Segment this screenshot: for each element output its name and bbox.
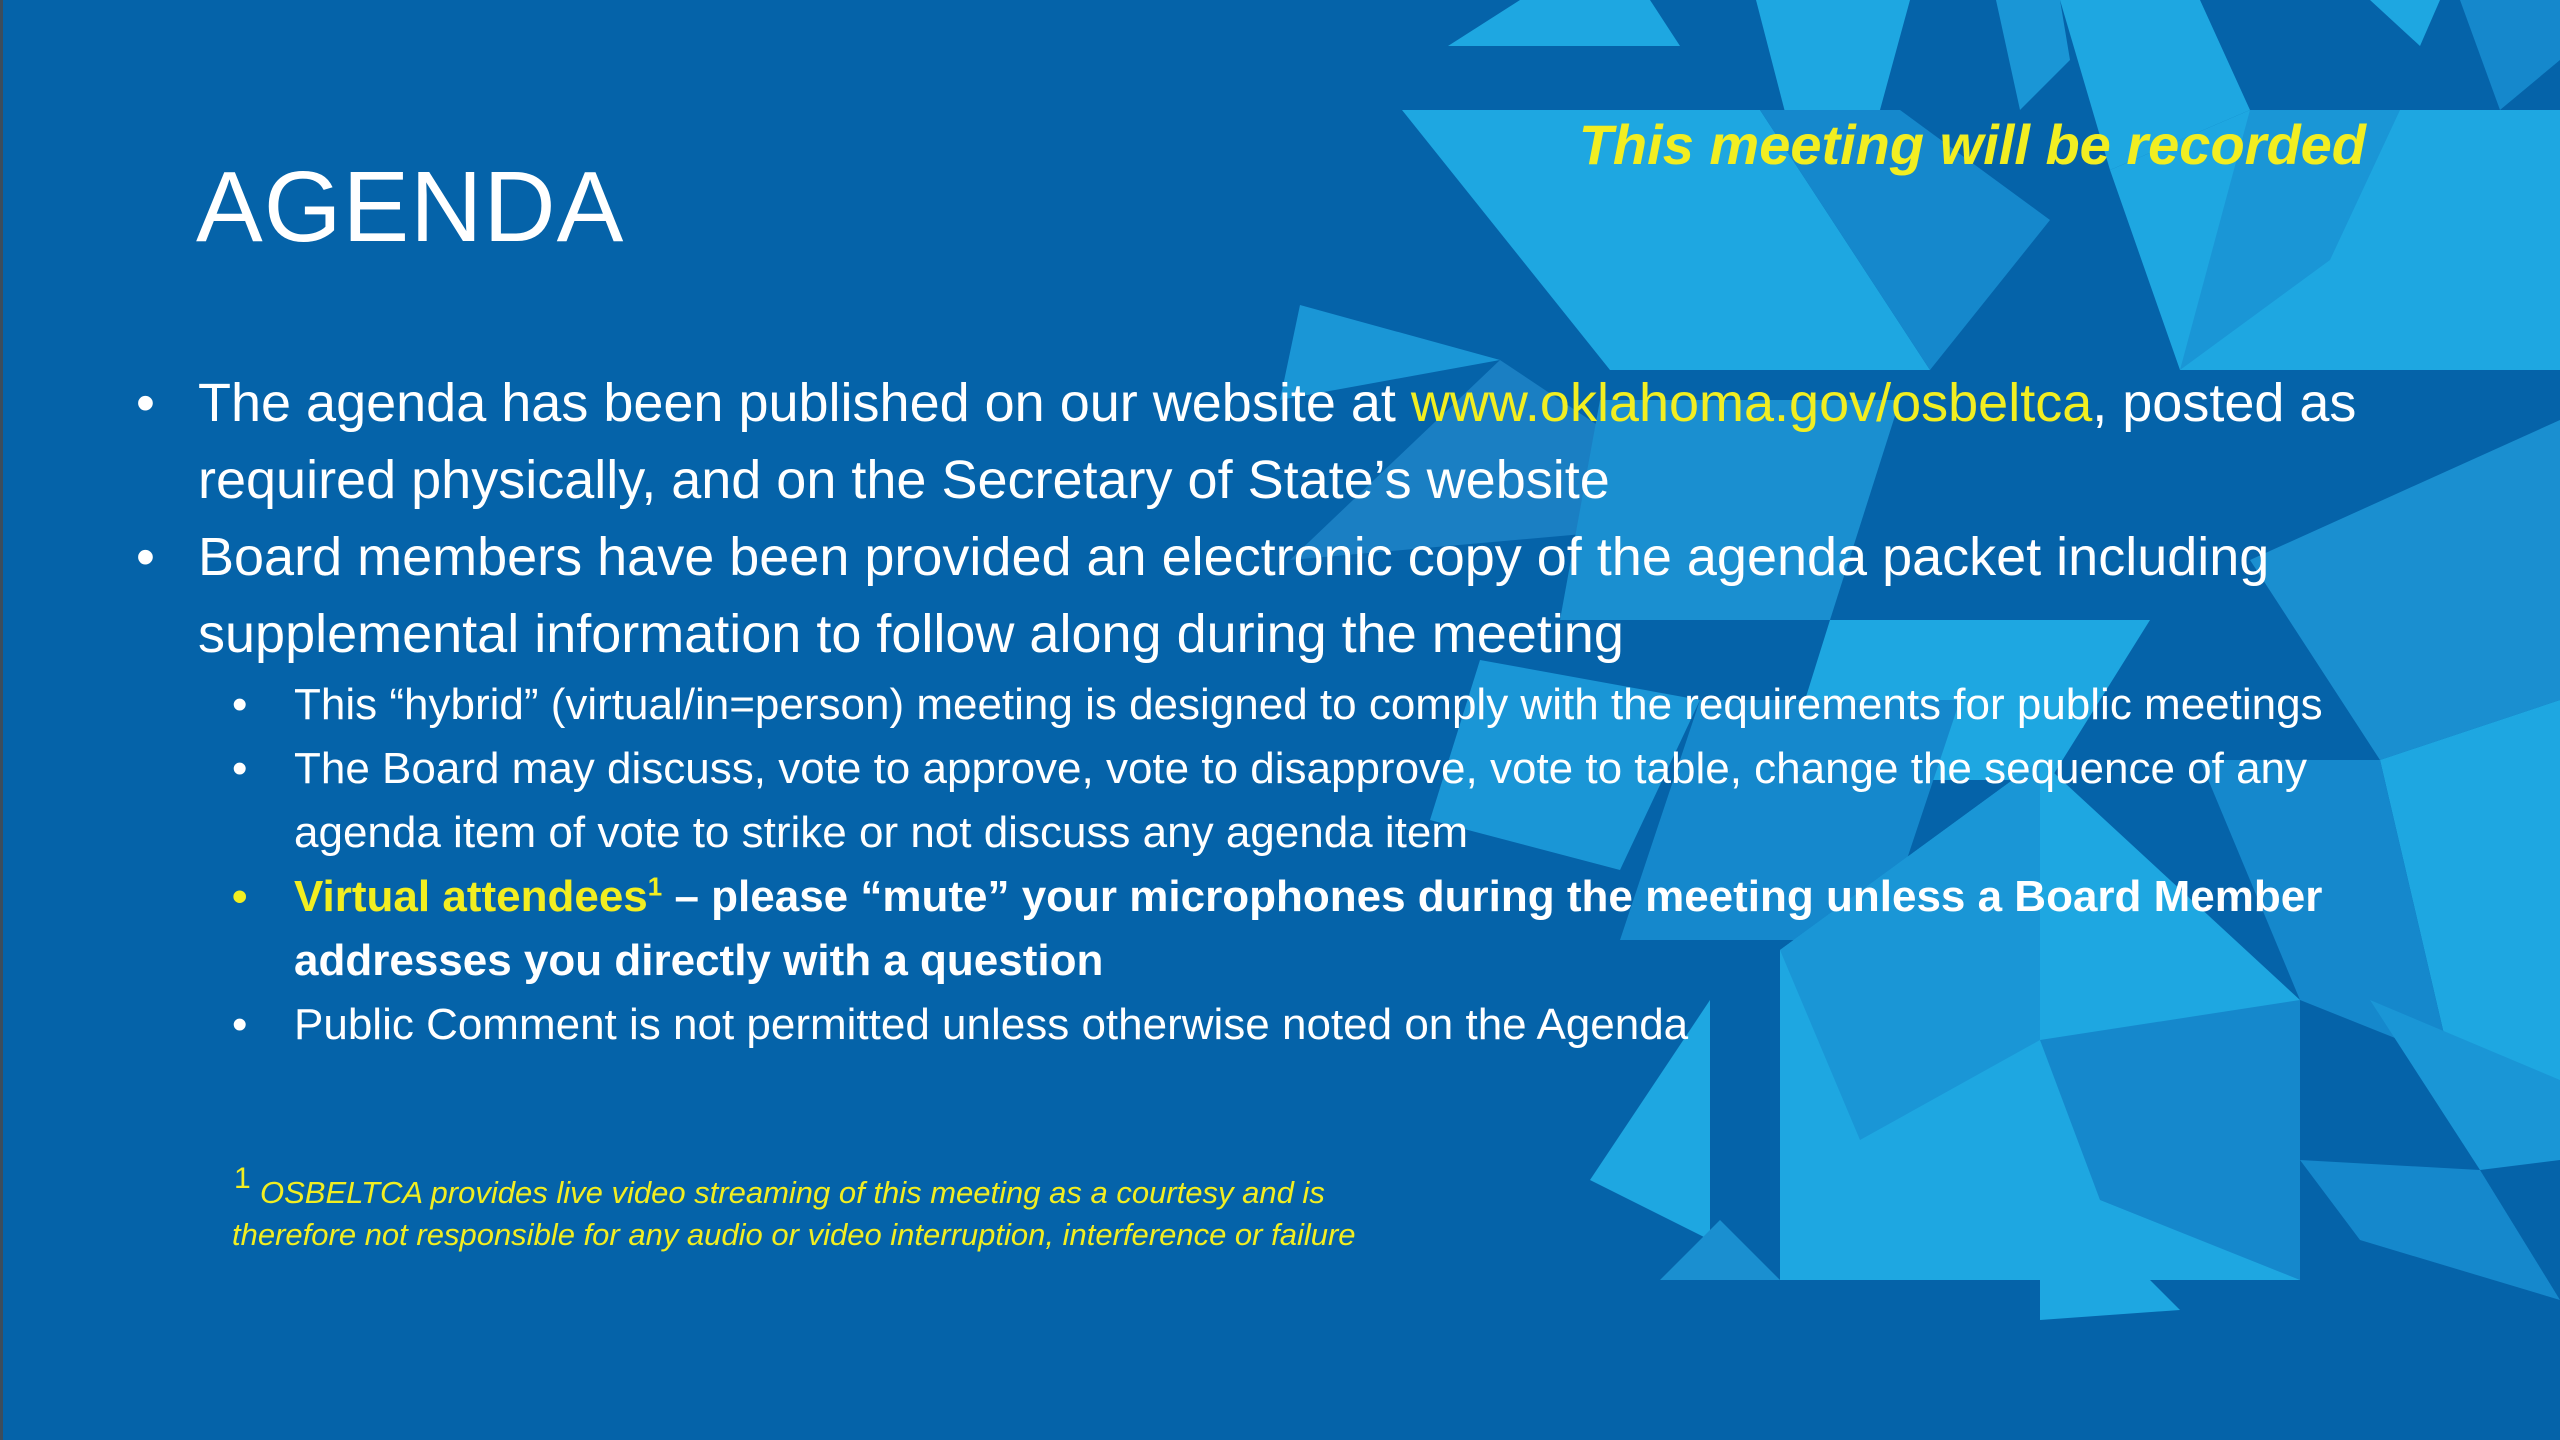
footnote-line-1: OSBELTCA provides live video streaming of this meeting as a courtesy and is <box>260 1175 1325 1210</box>
footnote-reference: 1 <box>647 871 663 902</box>
bullet-board-members <box>128 519 2368 673</box>
footnote-line-2: therefore not responsible for any audio or video interruption, interference or failure <box>232 1217 1356 1252</box>
sub-bullet-text: Public Comment is not permitted unless otherwise noted on the Agenda <box>294 1000 1689 1049</box>
sub-bullet-hybrid-meeting <box>128 673 2368 737</box>
website-link[interactable]: www.oklahoma.gov/osbeltca <box>1410 373 2093 433</box>
footnote <box>232 1162 1492 1256</box>
bullet-text: Board members have been provided an electronic copy of the agenda packet including supplemental information to follow along during the meeting <box>198 527 2270 664</box>
sub-bullet-public-comment <box>128 993 2368 1057</box>
recording-notice: This meeting will be recorded <box>1578 113 2366 176</box>
bullet-text: , posted as required physically, and on the Secretary of State’s website <box>198 373 2357 510</box>
virtual-attendees-label: Virtual attendees <box>294 872 648 921</box>
slide-left-edge <box>0 0 3 1440</box>
sub-bullet-board-actions <box>128 737 2368 865</box>
sub-bullet-virtual-attendees <box>128 865 2368 993</box>
bullet-text: The agenda has been published on our website at <box>198 373 1411 433</box>
bullet-agenda-published <box>128 365 2368 519</box>
bullet-dot: • <box>232 680 248 729</box>
footnote-number: 1 <box>234 1162 251 1195</box>
bullet-dot: • <box>232 872 248 921</box>
sub-bullet-text: The Board may discuss, vote to approve, vote to disapprove, vote to table, change the sequence of any agenda item of vote to strike or not discuss any agenda item <box>294 744 2308 857</box>
slide-title: AGENDA <box>196 151 625 263</box>
bullet-dot: • <box>232 1000 248 1049</box>
sub-bullet-text: – please “mute” your microphones during the meeting unless a Board Member addresses you directly with a question <box>294 872 2323 985</box>
bullet-dot: • <box>232 744 248 793</box>
agenda-bullet-list <box>128 365 2368 1057</box>
bullet-dot: • <box>136 373 155 433</box>
sub-bullet-text: This “hybrid” (virtual/in=person) meeting is designed to comply with the requirements for public meetings <box>294 680 2323 729</box>
bullet-dot: • <box>136 527 155 587</box>
